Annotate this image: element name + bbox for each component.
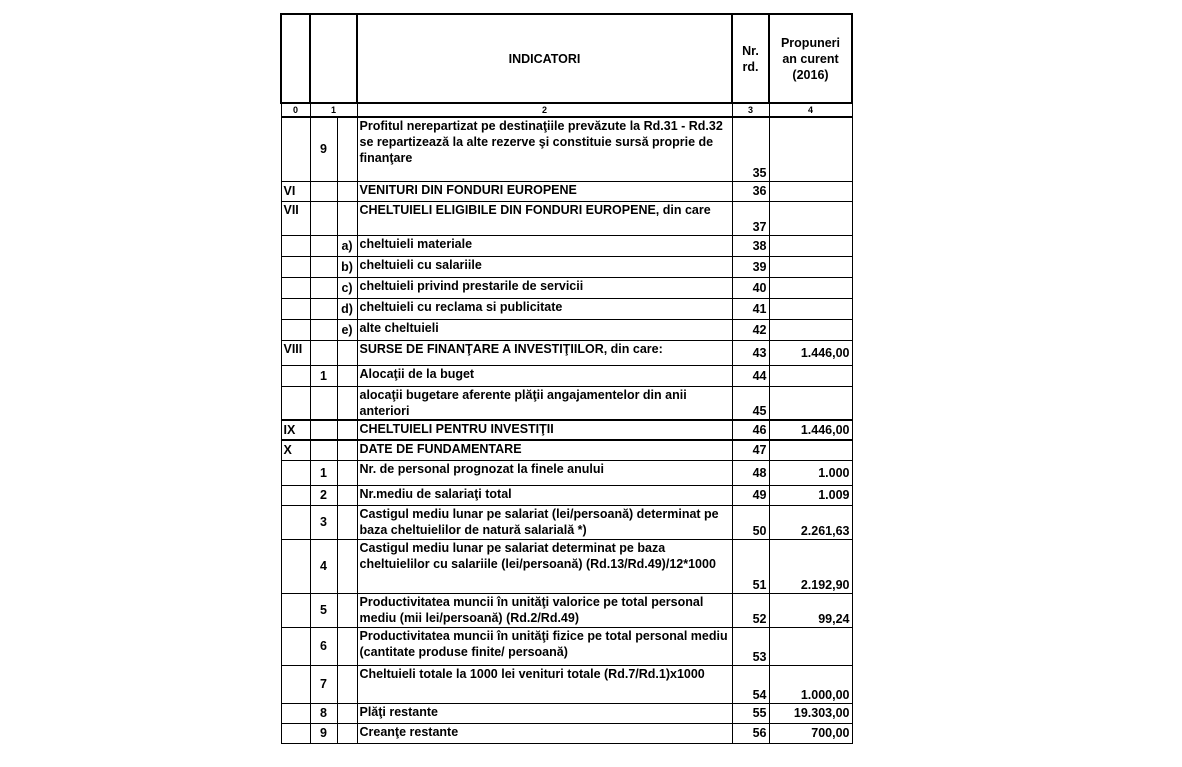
- item-number: 9: [310, 117, 337, 181]
- indicator-text: cheltuieli cu reclama si publicitate: [357, 298, 732, 319]
- table-row: [281, 627, 852, 665]
- letter-code: [337, 340, 357, 365]
- table-row: [281, 340, 852, 365]
- chapter-code: [281, 365, 310, 386]
- proposal-value: 19.303,00: [769, 703, 852, 723]
- item-number: [310, 201, 337, 235]
- column-number: 0: [281, 103, 310, 117]
- proposal-value: [769, 235, 852, 256]
- table-row: [281, 723, 852, 743]
- item-number: 6: [310, 627, 337, 665]
- table-row: [281, 235, 852, 256]
- item-number: [310, 277, 337, 298]
- column-number: 2: [357, 103, 732, 117]
- letter-code: [337, 703, 357, 723]
- table-row: [281, 386, 852, 420]
- proposal-value: [769, 277, 852, 298]
- chapter-code: [281, 460, 310, 485]
- row-number: 40: [732, 277, 769, 298]
- indicator-text: Productivitatea muncii în unităţi valorice pe total personal mediu (mii lei/persoană) (Rd.2/Rd.49): [357, 593, 732, 627]
- indicator-text: Castigul mediu lunar pe salariat (lei/persoană) determinat pe baza cheltuielilor de natură salarială *): [357, 505, 732, 539]
- row-number: 38: [732, 235, 769, 256]
- indicator-text: Alocaţii de la buget: [357, 365, 732, 386]
- item-number: 9: [310, 723, 337, 743]
- indicator-text: Nr.mediu de salariaţi total: [357, 485, 732, 505]
- table-row: [281, 440, 852, 460]
- chapter-code: [281, 593, 310, 627]
- letter-code: [337, 386, 357, 420]
- item-number: [310, 386, 337, 420]
- row-number: 44: [732, 365, 769, 386]
- row-number: 54: [732, 665, 769, 703]
- chapter-code: [281, 539, 310, 593]
- indicators-table: [280, 13, 853, 744]
- letter-code: [337, 460, 357, 485]
- proposal-value: 1.446,00: [769, 340, 852, 365]
- header-nr-rd: Nr. rd.: [732, 14, 769, 103]
- row-number: 46: [732, 420, 769, 440]
- column-number: 3: [732, 103, 769, 117]
- letter-code: c): [337, 277, 357, 298]
- item-number: [310, 235, 337, 256]
- proposal-value: [769, 319, 852, 340]
- letter-code: d): [337, 298, 357, 319]
- item-number: 8: [310, 703, 337, 723]
- letter-code: [337, 201, 357, 235]
- chapter-code: [281, 505, 310, 539]
- item-number: [310, 340, 337, 365]
- table-row: [281, 201, 852, 235]
- item-number: 5: [310, 593, 337, 627]
- row-number: 55: [732, 703, 769, 723]
- chapter-code: [281, 235, 310, 256]
- indicator-text: Profitul nerepartizat pe destinaţiile prevăzute la Rd.31 - Rd.32 se repartizează la alte rezerve şi constituie sursă proprie de finanţare: [357, 117, 732, 181]
- item-number: [310, 319, 337, 340]
- letter-code: e): [337, 319, 357, 340]
- column-number-row: [281, 103, 852, 117]
- item-number: [310, 420, 337, 440]
- chapter-code: [281, 319, 310, 340]
- letter-code: [337, 539, 357, 593]
- row-number: 36: [732, 181, 769, 201]
- indicator-text: Creanţe restante: [357, 723, 732, 743]
- header-col1: [310, 14, 357, 103]
- item-number: 3: [310, 505, 337, 539]
- proposal-value: [769, 201, 852, 235]
- table-row: [281, 665, 852, 703]
- letter-code: b): [337, 256, 357, 277]
- indicator-text: cheltuieli materiale: [357, 235, 732, 256]
- row-number: 52: [732, 593, 769, 627]
- letter-code: [337, 665, 357, 703]
- item-number: 1: [310, 460, 337, 485]
- letter-code: [337, 440, 357, 460]
- proposal-value: 700,00: [769, 723, 852, 743]
- chapter-code: [281, 386, 310, 420]
- header-col0: [281, 14, 310, 103]
- row-number: 35: [732, 117, 769, 181]
- item-number: 4: [310, 539, 337, 593]
- row-number: 43: [732, 340, 769, 365]
- proposal-value: [769, 298, 852, 319]
- table-row: [281, 593, 852, 627]
- proposal-value: 1.446,00: [769, 420, 852, 440]
- row-number: 51: [732, 539, 769, 593]
- proposal-value: [769, 256, 852, 277]
- indicator-text: Productivitatea muncii în unităţi fizice pe total personal mediu (cantitate produse finite/ persoană): [357, 627, 732, 665]
- table-row: [281, 256, 852, 277]
- indicator-text: Nr. de personal prognozat la finele anului: [357, 460, 732, 485]
- letter-code: [337, 117, 357, 181]
- column-number: 4: [769, 103, 852, 117]
- indicator-text: CHELTUIELI ELIGIBILE DIN FONDURI EUROPENE, din care: [357, 201, 732, 235]
- header-propuneri: Propuneri an curent (2016): [769, 14, 852, 103]
- proposal-value: [769, 181, 852, 201]
- indicator-text: Plăţi restante: [357, 703, 732, 723]
- table-row: [281, 505, 852, 539]
- proposal-value: [769, 386, 852, 420]
- letter-code: [337, 365, 357, 386]
- table-row: [281, 181, 852, 201]
- letter-code: [337, 505, 357, 539]
- table-row: [281, 460, 852, 485]
- letter-code: a): [337, 235, 357, 256]
- table-row: [281, 277, 852, 298]
- indicator-text: CHELTUIELI PENTRU INVESTIŢII: [357, 420, 732, 440]
- chapter-code: [281, 256, 310, 277]
- header-row: [281, 14, 852, 103]
- proposal-value: [769, 365, 852, 386]
- item-number: [310, 181, 337, 201]
- table-row: [281, 485, 852, 505]
- chapter-code: [281, 117, 310, 181]
- proposal-value: 2.261,63: [769, 505, 852, 539]
- indicator-text: cheltuieli cu salariile: [357, 256, 732, 277]
- table-row: [281, 365, 852, 386]
- chapter-code: [281, 723, 310, 743]
- row-number: 50: [732, 505, 769, 539]
- item-number: 7: [310, 665, 337, 703]
- row-number: 47: [732, 440, 769, 460]
- proposal-value: 99,24: [769, 593, 852, 627]
- row-number: 37: [732, 201, 769, 235]
- indicator-text: VENITURI DIN FONDURI EUROPENE: [357, 181, 732, 201]
- table-row: [281, 420, 852, 440]
- letter-code: [337, 627, 357, 665]
- chapter-code: [281, 627, 310, 665]
- row-number: 45: [732, 386, 769, 420]
- item-number: [310, 298, 337, 319]
- column-number: 1: [310, 103, 357, 117]
- indicator-text: alte cheltuieli: [357, 319, 732, 340]
- table-body: [281, 117, 852, 743]
- row-number: 39: [732, 256, 769, 277]
- proposal-value: [769, 440, 852, 460]
- row-number: 42: [732, 319, 769, 340]
- indicator-text: cheltuieli privind prestarile de servicii: [357, 277, 732, 298]
- letter-code: [337, 723, 357, 743]
- chapter-code: [281, 703, 310, 723]
- row-number: 41: [732, 298, 769, 319]
- indicator-text: alocaţii bugetare aferente plăţii angajamentelor din anii anteriori: [357, 386, 732, 420]
- proposal-value: 1.009: [769, 485, 852, 505]
- chapter-code: VI: [281, 181, 310, 201]
- table-row: [281, 703, 852, 723]
- header-indicatori: INDICATORI: [357, 14, 732, 103]
- indicator-text: Castigul mediu lunar pe salariat determinat pe baza cheltuielilor cu salariile (lei/persoană) (Rd.13/Rd.49)/12*1000: [357, 539, 732, 593]
- indicator-text: SURSE DE FINANŢARE A INVESTIŢIILOR, din care:: [357, 340, 732, 365]
- proposal-value: 1.000,00: [769, 665, 852, 703]
- chapter-code: [281, 277, 310, 298]
- indicator-text: DATE DE FUNDAMENTARE: [357, 440, 732, 460]
- chapter-code: [281, 298, 310, 319]
- chapter-code: [281, 665, 310, 703]
- table-row: [281, 298, 852, 319]
- item-number: 1: [310, 365, 337, 386]
- proposal-value: [769, 627, 852, 665]
- letter-code: [337, 593, 357, 627]
- proposal-value: [769, 117, 852, 181]
- item-number: [310, 440, 337, 460]
- proposal-value: 1.000: [769, 460, 852, 485]
- table-row: [281, 319, 852, 340]
- table-row: [281, 117, 852, 181]
- chapter-code: VII: [281, 201, 310, 235]
- row-number: 49: [732, 485, 769, 505]
- table-row: [281, 539, 852, 593]
- chapter-code: X: [281, 440, 310, 460]
- row-number: 48: [732, 460, 769, 485]
- item-number: 2: [310, 485, 337, 505]
- letter-code: [337, 181, 357, 201]
- indicator-text: Cheltuieli totale la 1000 lei venituri totale (Rd.7/Rd.1)x1000: [357, 665, 732, 703]
- chapter-code: VIII: [281, 340, 310, 365]
- proposal-value: 2.192,90: [769, 539, 852, 593]
- letter-code: [337, 420, 357, 440]
- chapter-code: IX: [281, 420, 310, 440]
- letter-code: [337, 485, 357, 505]
- item-number: [310, 256, 337, 277]
- chapter-code: [281, 485, 310, 505]
- row-number: 53: [732, 627, 769, 665]
- row-number: 56: [732, 723, 769, 743]
